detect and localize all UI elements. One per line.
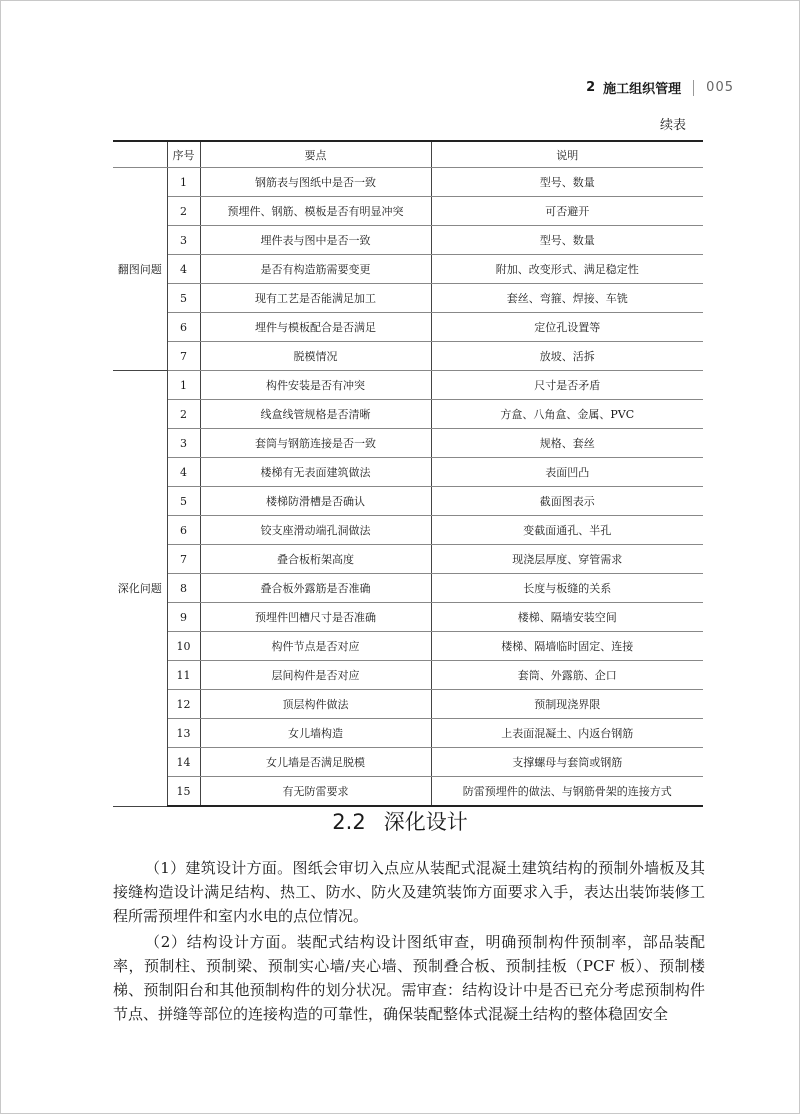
row-note-cell: 截面图表示 <box>431 487 703 516</box>
group-label: 深化问题 <box>113 371 167 807</box>
row-point-cell: 楼梯有无表面建筑做法 <box>200 458 431 487</box>
table-row <box>113 226 703 255</box>
group-label: 翻图问题 <box>113 168 167 371</box>
header-cell-number: 序号 <box>167 141 200 168</box>
row-note-cell: 尺寸是否矛盾 <box>431 371 703 400</box>
chapter-number: 2 <box>586 80 596 95</box>
table-row <box>113 545 703 574</box>
row-note-cell: 放坡、活拆 <box>431 342 703 371</box>
row-point-cell: 脱模情况 <box>200 342 431 371</box>
row-point-cell: 女儿墙是否满足脱模 <box>200 748 431 777</box>
row-point-cell: 叠合板桁架高度 <box>200 545 431 574</box>
row-note-cell: 套丝、弯箍、焊接、车铣 <box>431 284 703 313</box>
table-row <box>113 603 703 632</box>
row-number-cell: 5 <box>167 487 200 516</box>
row-point-cell: 现有工艺是否能满足加工 <box>200 284 431 313</box>
row-note-cell: 防雷预埋件的做法、与钢筋骨架的连接方式 <box>431 777 703 807</box>
row-note-cell: 现浇层厚度、穿管需求 <box>431 545 703 574</box>
table-continuation-label: 续表 <box>659 118 686 133</box>
table-body <box>113 168 703 807</box>
section-heading <box>0 806 800 836</box>
header-cell-point: 要点 <box>200 141 431 168</box>
review-checklist-table <box>113 140 703 807</box>
row-number-cell: 4 <box>167 458 200 487</box>
table-row <box>113 284 703 313</box>
row-number-cell: 4 <box>167 255 200 284</box>
row-note-cell: 定位孔设置等 <box>431 313 703 342</box>
row-note-cell: 套筒、外露筋、企口 <box>431 661 703 690</box>
table-row <box>113 313 703 342</box>
table-row <box>113 777 703 807</box>
row-number-cell: 3 <box>167 429 200 458</box>
row-number-cell: 12 <box>167 690 200 719</box>
row-note-cell: 长度与板缝的关系 <box>431 574 703 603</box>
row-number-cell: 2 <box>167 197 200 226</box>
row-number-cell: 15 <box>167 777 200 807</box>
row-number-cell: 10 <box>167 632 200 661</box>
row-note-cell: 方盒、八角盒、金属、PVC <box>431 400 703 429</box>
table-row <box>113 574 703 603</box>
row-number-cell: 1 <box>167 371 200 400</box>
row-number-cell: 8 <box>167 574 200 603</box>
row-number-cell: 6 <box>167 313 200 342</box>
table-header-row <box>113 141 703 168</box>
section-title: 深化设计 <box>383 810 468 834</box>
table-row <box>113 342 703 371</box>
row-number-cell: 9 <box>167 603 200 632</box>
row-note-cell: 型号、数量 <box>431 226 703 255</box>
row-note-cell: 可否避开 <box>431 197 703 226</box>
row-point-cell: 线盒线管规格是否清晰 <box>200 400 431 429</box>
table-row <box>113 516 703 545</box>
paragraph-structure: （2）结构设计方面。装配式结构设计图纸审查，明确预制构件预制率，部品装配率，预制柱、预制梁、预制实心墙/夹心墙、预制叠合板、预制挂板（PCF 板）、预制楼梯、预制阳台和其他预制构件的划分状况。需审查：结构设计中是否已充分考虑预制构件节点、拼缝等部位的连接构造的可靠性，确保装配整体式混凝土结构的整体稳固安全 <box>113 933 705 1023</box>
row-note-cell: 附加、改变形式、满足稳定性 <box>431 255 703 284</box>
table-row <box>113 719 703 748</box>
row-note-cell: 表面凹凸 <box>431 458 703 487</box>
row-number-cell: 11 <box>167 661 200 690</box>
row-number-cell: 2 <box>167 400 200 429</box>
running-header <box>586 78 734 97</box>
table-row <box>113 632 703 661</box>
row-number-cell: 14 <box>167 748 200 777</box>
row-point-cell: 铰支座滑动端孔洞做法 <box>200 516 431 545</box>
row-point-cell: 钢筋表与图纸中是否一致 <box>200 168 431 197</box>
row-point-cell: 预埋件凹槽尺寸是否准确 <box>200 603 431 632</box>
row-note-cell: 楼梯、隔墙临时固定、连接 <box>431 632 703 661</box>
table-row <box>113 400 703 429</box>
row-number-cell: 5 <box>167 284 200 313</box>
chapter-title: 施工组织管理 <box>603 82 682 97</box>
row-number-cell: 3 <box>167 226 200 255</box>
table-row <box>113 748 703 777</box>
row-point-cell: 楼梯防滑槽是否确认 <box>200 487 431 516</box>
table-row <box>113 661 703 690</box>
header-cell-category <box>113 141 167 168</box>
row-note-cell: 楼梯、隔墙安装空间 <box>431 603 703 632</box>
row-note-cell: 型号、数量 <box>431 168 703 197</box>
row-point-cell: 构件节点是否对应 <box>200 632 431 661</box>
header-divider <box>693 80 694 96</box>
row-point-cell: 层间构件是否对应 <box>200 661 431 690</box>
table-row <box>113 458 703 487</box>
table-row <box>113 487 703 516</box>
header-cell-note: 说明 <box>431 141 703 168</box>
row-point-cell: 预埋件、钢筋、模板是否有明显冲突 <box>200 197 431 226</box>
row-number-cell: 13 <box>167 719 200 748</box>
row-number-cell: 7 <box>167 342 200 371</box>
row-point-cell: 有无防雷要求 <box>200 777 431 807</box>
row-point-cell: 叠合板外露筋是否准确 <box>200 574 431 603</box>
paragraph-architecture: （1）建筑设计方面。图纸会审切入点应从装配式混凝土建筑结构的预制外墙板及其接缝构造设计满足结构、热工、防水、防火及建筑装饰方面要求入手，表达出装饰装修工程所需预埋件和室内水电的点位情况。 <box>113 859 705 925</box>
row-number-cell: 7 <box>167 545 200 574</box>
row-number-cell: 1 <box>167 168 200 197</box>
row-point-cell: 是否有构造筋需要变更 <box>200 255 431 284</box>
table-row <box>113 690 703 719</box>
row-note-cell: 预制现浇界限 <box>431 690 703 719</box>
table-row <box>113 255 703 284</box>
table-row <box>113 429 703 458</box>
table-row <box>113 197 703 226</box>
row-point-cell: 埋件表与图中是否一致 <box>200 226 431 255</box>
row-point-cell: 顶层构件做法 <box>200 690 431 719</box>
page-number: 005 <box>706 80 734 95</box>
row-number-cell: 6 <box>167 516 200 545</box>
row-note-cell: 变截面通孔、半孔 <box>431 516 703 545</box>
row-point-cell: 埋件与模板配合是否满足 <box>200 313 431 342</box>
row-note-cell: 规格、套丝 <box>431 429 703 458</box>
section-number: 2.2 <box>332 810 366 834</box>
row-note-cell: 支撑螺母与套筒或钢筋 <box>431 748 703 777</box>
row-point-cell: 构件安装是否有冲突 <box>200 371 431 400</box>
table-row <box>113 168 703 197</box>
row-point-cell: 套筒与钢筋连接是否一致 <box>200 429 431 458</box>
row-point-cell: 女儿墙构造 <box>200 719 431 748</box>
table-row <box>113 371 703 400</box>
row-note-cell: 上表面混凝土、内返台钢筋 <box>431 719 703 748</box>
